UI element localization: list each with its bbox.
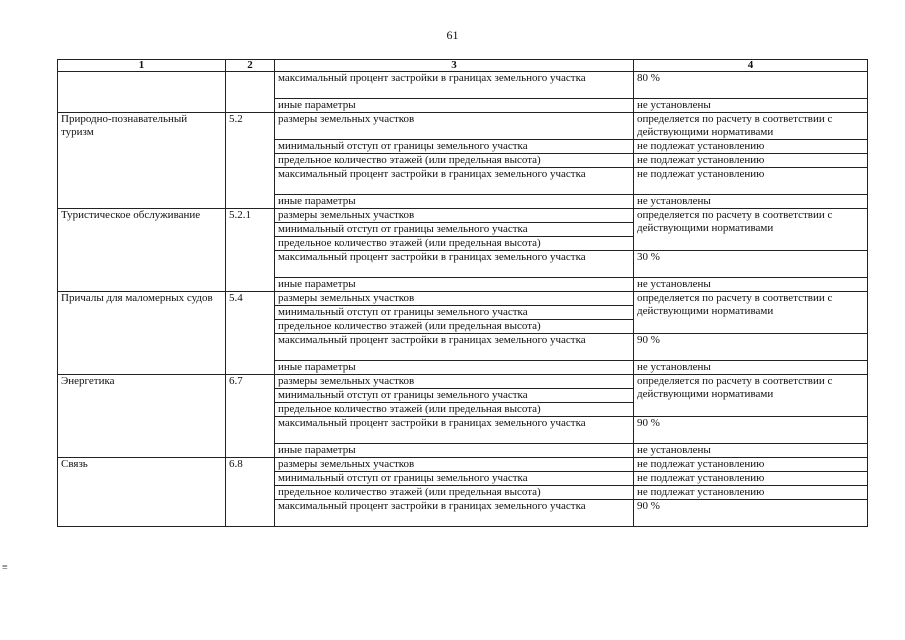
code-cell: 6.7: [226, 375, 275, 458]
code-cell: 6.8: [226, 458, 275, 527]
use-type-cell: Причалы для маломерных судов: [58, 292, 226, 375]
value-cell: не установлены: [634, 99, 868, 113]
value-cell: 90 %: [634, 334, 868, 361]
parameter-cell: иные параметры: [275, 361, 634, 375]
parameter-cell: иные параметры: [275, 99, 634, 113]
parameter-cell: предельное количество этажей (или предельная высота): [275, 237, 634, 251]
header-col-4: 4: [634, 60, 868, 72]
value-cell: не подлежат установлению: [634, 140, 868, 154]
parameter-cell: максимальный процент застройки в границах земельного участка: [275, 500, 634, 527]
use-type-cell: Туристическое обслуживание: [58, 209, 226, 292]
value-cell: не подлежат установлению: [634, 486, 868, 500]
value-cell: 90 %: [634, 417, 868, 444]
parameter-cell: иные параметры: [275, 278, 634, 292]
code-cell: 5.2.1: [226, 209, 275, 292]
parameter-cell: размеры земельных участков: [275, 113, 634, 140]
parameter-cell: минимальный отступ от границы земельного участка: [275, 389, 634, 403]
value-cell: 80 %: [634, 72, 868, 99]
parameter-cell: минимальный отступ от границы земельного участка: [275, 140, 634, 154]
margin-mark: ≡: [2, 562, 8, 573]
parameter-cell: предельное количество этажей (или предельная высота): [275, 320, 634, 334]
table-header-row: [58, 60, 868, 72]
parameter-cell: иные параметры: [275, 195, 634, 209]
parameter-cell: размеры земельных участков: [275, 292, 634, 306]
value-cell: не установлены: [634, 361, 868, 375]
value-cell: не подлежат установлению: [634, 154, 868, 168]
value-cell: определяется по расчету в соответствии с действующими нормативами: [634, 375, 868, 417]
value-cell: не подлежат установлению: [634, 458, 868, 472]
header-col-1: 1: [58, 60, 226, 72]
value-cell: определяется по расчету в соответствии с действующими нормативами: [634, 209, 868, 251]
page-number: 61: [446, 28, 459, 42]
parameter-cell: максимальный процент застройки в границах земельного участка: [275, 334, 634, 361]
value-cell: не установлены: [634, 278, 868, 292]
parameter-cell: максимальный процент застройки в границах земельного участка: [275, 417, 634, 444]
code-cell: 5.4: [226, 292, 275, 375]
value-cell: не установлены: [634, 195, 868, 209]
code-cell: [226, 72, 275, 113]
header-col-3: 3: [275, 60, 634, 72]
header-col-2: 2: [226, 60, 275, 72]
table-row: [58, 72, 868, 99]
parameter-cell: минимальный отступ от границы земельного участка: [275, 472, 634, 486]
value-cell: 90 %: [634, 500, 868, 527]
table-row: [58, 209, 868, 223]
parameter-cell: иные параметры: [275, 444, 634, 458]
parameter-cell: максимальный процент застройки в границах земельного участка: [275, 72, 634, 99]
table-row: [58, 113, 868, 140]
parameter-cell: размеры земельных участков: [275, 375, 634, 389]
parameter-cell: максимальный процент застройки в границах земельного участка: [275, 251, 634, 278]
use-type-cell: Природно-познавательный туризм: [58, 113, 226, 209]
value-cell: не подлежат установлению: [634, 472, 868, 486]
parameter-cell: максимальный процент застройки в границах земельного участка: [275, 168, 634, 195]
parameter-cell: минимальный отступ от границы земельного участка: [275, 306, 634, 320]
use-type-cell: [58, 72, 226, 113]
value-cell: не подлежат установлению: [634, 168, 868, 195]
table-row: [58, 292, 868, 306]
regulations-table: [57, 59, 868, 527]
value-cell: определяется по расчету в соответствии с действующими нормативами: [634, 292, 868, 334]
code-cell: 5.2: [226, 113, 275, 209]
value-cell: определяется по расчету в соответствии с действующими нормативами: [634, 113, 868, 140]
value-cell: не установлены: [634, 444, 868, 458]
table-row: [58, 458, 868, 472]
value-cell: 30 %: [634, 251, 868, 278]
parameter-cell: предельное количество этажей (или предельная высота): [275, 403, 634, 417]
parameter-cell: предельное количество этажей (или предельная высота): [275, 486, 634, 500]
use-type-cell: Энергетика: [58, 375, 226, 458]
parameter-cell: размеры земельных участков: [275, 458, 634, 472]
use-type-cell: Связь: [58, 458, 226, 527]
parameter-cell: размеры земельных участков: [275, 209, 634, 223]
parameter-cell: предельное количество этажей (или предельная высота): [275, 154, 634, 168]
table-row: [58, 375, 868, 389]
parameter-cell: минимальный отступ от границы земельного участка: [275, 223, 634, 237]
